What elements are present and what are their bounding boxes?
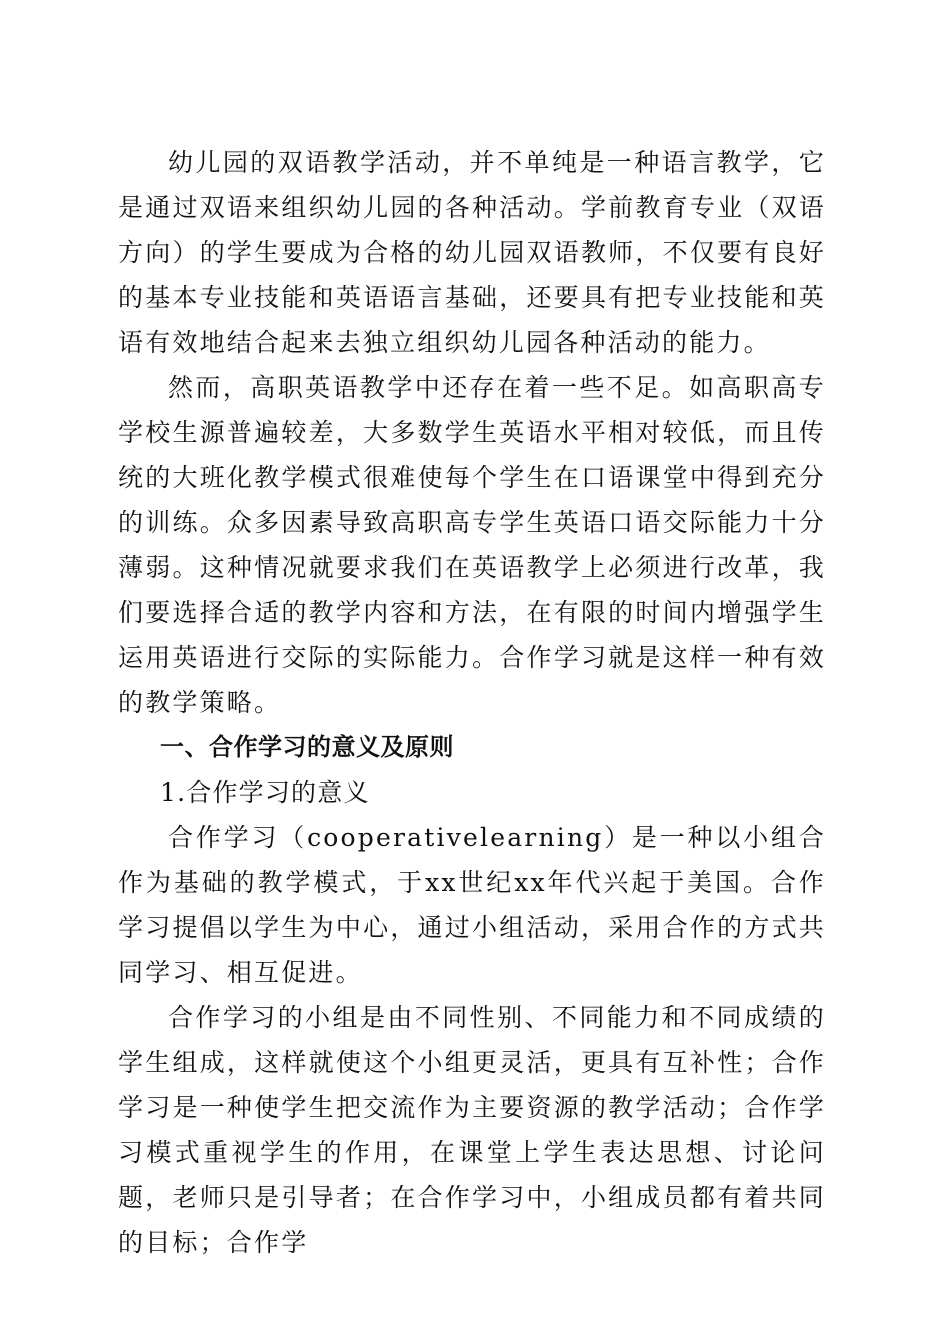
problem-paragraph: 然而，高职英语教学中还存在着一些不足。如高职高专学校生源普遍较差，大多数学生英语水平相对较低，而且传统的大班化教学模式很难使每个学生在口语课堂中得到充分的训练。众多因素导致高职高专学生英语口语交际能力十分薄弱。这种情况就要求我们在英语教学上必须进行改革，我们要选择合适的教学内容和方法，在有限的时间内增强学生运用英语进行交际的实际能力。合作学习就是这样一种有效的教学策略。: [118, 373, 826, 717]
subsection-heading: 1.合作学习的意义: [160, 778, 370, 807]
document-page: [118, 140, 826, 1265]
section-heading: 一、合作学习的意义及原则: [160, 733, 454, 761]
intro-paragraph: 幼儿园的双语教学活动，并不单纯是一种语言教学，它是通过双语来组织幼儿园的各种活动。学前教育专业（双语方向）的学生要成为合格的幼儿园双语教师，不仅要有良好的基本专业技能和英语语言基础，还要具有把专业技能和英语有效地结合起来去独立组织幼儿园各种活动的能力。: [118, 148, 826, 357]
definition-paragraph: 合作学习（cooperativelearning）是一种以小组合作为基础的教学模式，于xx世纪xx年代兴起于美国。合作学习提倡以学生为中心，通过小组活动，采用合作的方式共同学习、相互促进。: [118, 823, 826, 987]
group-paragraph: 合作学习的小组是由不同性别、不同能力和不同成绩的学生组成，这样就使这个小组更灵活，更具有互补性；合作学习是一种使学生把交流作为主要资源的教学活动；合作学习模式重视学生的作用，在课堂上学生表达思想、讨论问题，老师只是引导者；在合作学习中，小组成员都有着共同的目标；合作学: [118, 1003, 826, 1257]
